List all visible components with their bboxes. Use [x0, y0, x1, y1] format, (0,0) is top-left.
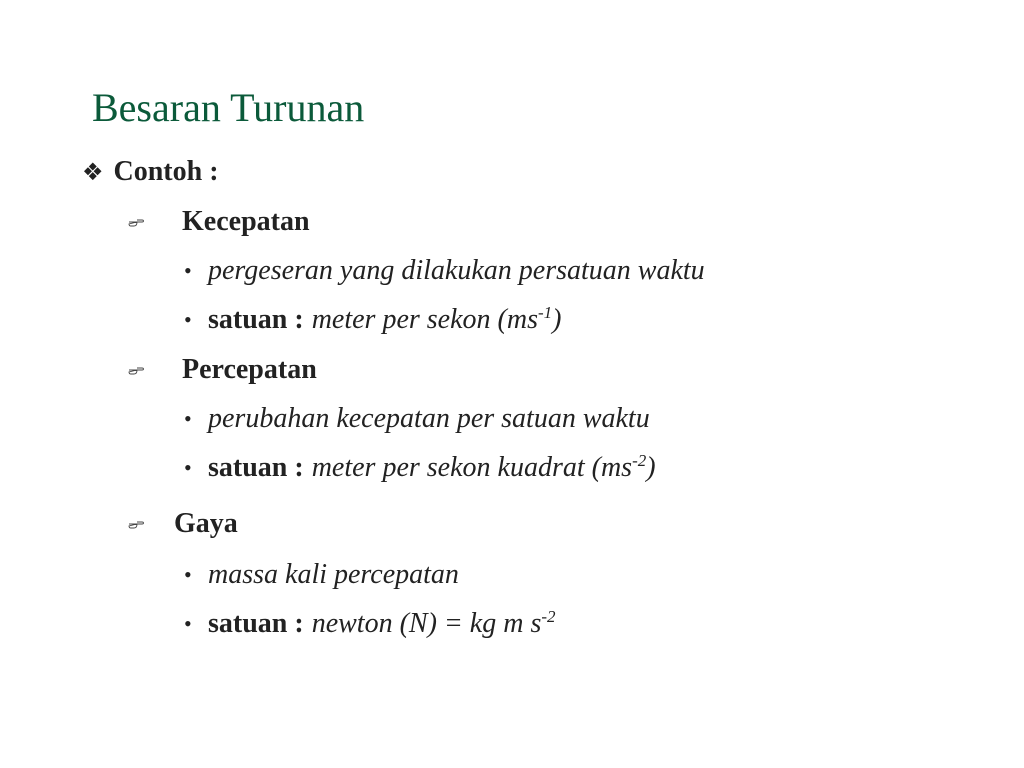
item-percepatan: [128, 352, 317, 388]
unit-row: [184, 302, 561, 338]
unit-value: newton (N) = kg m s: [311, 608, 542, 639]
unit-exponent: -2: [541, 607, 556, 626]
unit-text: [312, 608, 556, 640]
unit-exponent: -2: [632, 451, 647, 470]
unit-row: [184, 606, 556, 642]
unit-label: satuan :: [208, 452, 304, 483]
unit-text: [312, 452, 656, 484]
item-gaya: [128, 506, 238, 542]
definition-text: perubahan kecepatan per satuan waktu: [208, 403, 650, 434]
unit-text: [312, 304, 562, 336]
pointing-hand-icon: [128, 518, 156, 530]
bullet-dot: •: [184, 562, 192, 587]
item-name: Percepatan: [182, 354, 317, 385]
item-name: Gaya: [174, 508, 238, 539]
bullet-dot: •: [184, 258, 192, 283]
definition-text: pergeseran yang dilakukan persatuan waktu: [208, 255, 705, 286]
bullet-dot: •: [184, 406, 192, 431]
unit-value: meter per sekon (ms: [311, 304, 538, 335]
bullet-dot: •: [184, 611, 192, 636]
definition-text: massa kali percepatan: [208, 559, 459, 590]
heading-row: [82, 154, 219, 190]
unit-exponent: -1: [537, 303, 553, 322]
heading-text: Contoh :: [113, 156, 219, 187]
definition-row: [184, 253, 705, 289]
item-name: Kecepatan: [182, 206, 310, 237]
slide-title: Besaran Turunan: [92, 85, 365, 130]
item-kecepatan: [128, 204, 310, 240]
unit-label: satuan :: [208, 608, 304, 639]
unit-close: ): [552, 304, 562, 335]
unit-close: ): [646, 452, 656, 483]
four-diamonds-icon: ❖: [82, 158, 104, 186]
bullet-dot: •: [184, 455, 192, 480]
bullet-dot: •: [184, 307, 192, 332]
definition-row: [184, 401, 650, 437]
unit-label: satuan :: [208, 304, 304, 335]
pointing-hand-icon: [128, 216, 156, 228]
definition-row: [184, 557, 459, 593]
unit-value: meter per sekon kuadrat (ms: [311, 452, 633, 483]
unit-row: [184, 450, 656, 486]
pointing-hand-icon: [128, 364, 156, 376]
